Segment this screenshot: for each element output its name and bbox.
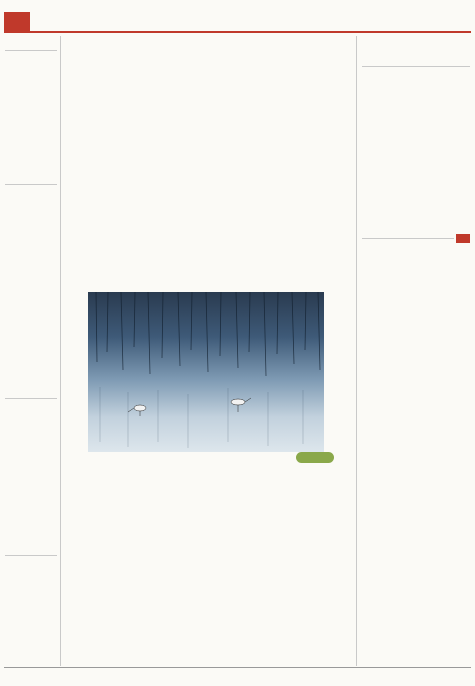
page-number-block [4, 12, 30, 33]
reeds-group [96, 292, 320, 376]
right-mid-tag [456, 234, 470, 243]
rule [5, 50, 57, 51]
header-rule [30, 31, 471, 33]
left-sec3-list [5, 408, 58, 410]
rule [362, 66, 470, 67]
rule [5, 184, 57, 185]
rule [5, 398, 57, 399]
photo-reeds [88, 292, 324, 452]
left-column-divider [60, 36, 61, 666]
footer-rule [4, 667, 471, 668]
right-column-divider [356, 36, 357, 666]
rule [362, 238, 454, 239]
stamp-badge [296, 452, 334, 463]
reflection-group [100, 387, 303, 448]
bird-right [231, 398, 251, 412]
photo-frame [88, 292, 324, 452]
bird-left [128, 405, 146, 416]
rule [5, 555, 57, 556]
